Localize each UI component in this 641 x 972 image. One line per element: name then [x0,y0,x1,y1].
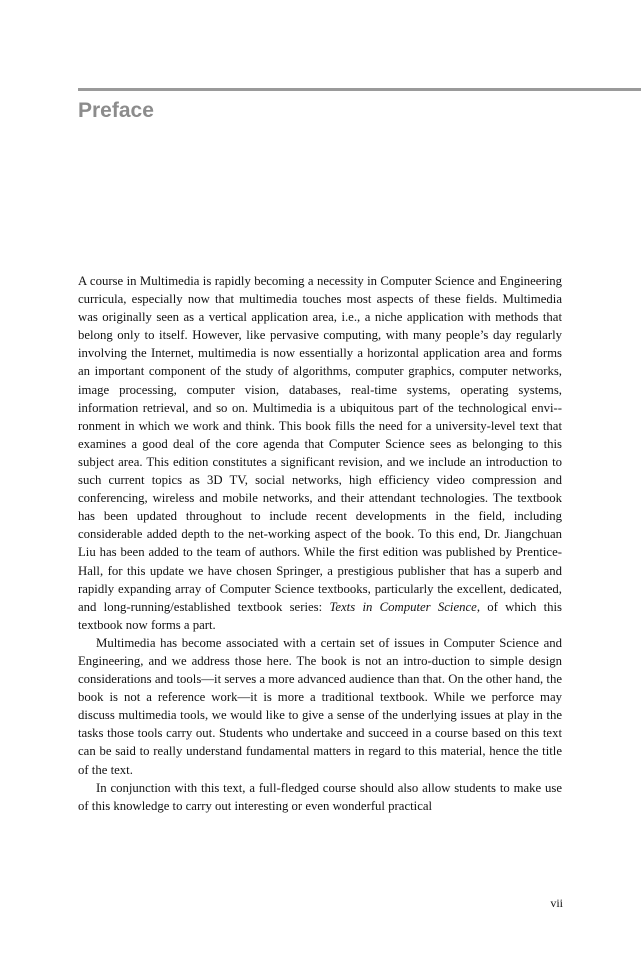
paragraph-2: Multimedia has become associated with a certain set of issues in Computer Science and Engineering, and we address those here. The book is not an intro-duction to simple design considerations and tools—it serves a more advanced audience than that. On the other hand, the book is not a reference work—it is more a traditional textbook. While we perforce may discuss multimedia tools, we would like to give a sense of the underlying issues at play in the tasks those tools carry out. Students who undertake and succeed in a course based on this text can be said to really understand fundamental matters in regard to this material, hence the title of the text. [78,635,562,777]
page-number: vii [550,896,563,910]
paragraph-1-text: A course in Multimedia is rapidly becoming a necessity in Computer Science and Engineering curricula, especially now that multimedia touches most aspects of these fields. Multimedia was originally seen as a vertical application area, i.e., a niche application with methods that belong only to itself. However, like pervasive computing, with many people’s day regularly involving the Internet, multimedia is now essentially a horizontal application area and forms an important component of the study of algorithms, computer graphics, computer networks, image processing, computer vision, databases, real-time systems, operating systems, information retrieval, and so on. Multimedia is a ubiquitous part of the technological envi-ronment in which we work and think. This book fills the need for a university-level text that examines a good deal of the core agenda that Computer Science sees as belonging to this subject area. This edition constitutes a significant revision, and we include an introduction to such current topics as 3D TV, social networks, high efficiency video compression and conferencing, wireless and mobile networks, and their attendant technologies. The textbook has been updated throughout to include recent developments in the field, including considerable added depth to the net-working aspect of the book. To this end, Dr. Jiangchuan Liu has been added to the team of authors. While the first edition was published by Prentice-Hall, for this update we have chosen Springer, a prestigious publisher that has a superb and rapidly expanding array of Computer Science textbooks, particularly the excellent, dedicated, and long-running/established textbook series: [78,274,562,614]
paragraph-3: In conjunction with this text, a full-fledged course should also allow students to make use of this knowledge to carry out interesting or even wonderful practical [78,780,562,813]
paragraph-1-tail: , of which this textbook now forms a part. [78,599,563,632]
series-title-emphasis: Texts in Computer Science [329,599,477,614]
chapter-title: Preface [78,99,154,122]
paragraph-1 [78,272,562,634]
preface-body [78,272,562,815]
chapter-heading-rule [78,88,641,91]
